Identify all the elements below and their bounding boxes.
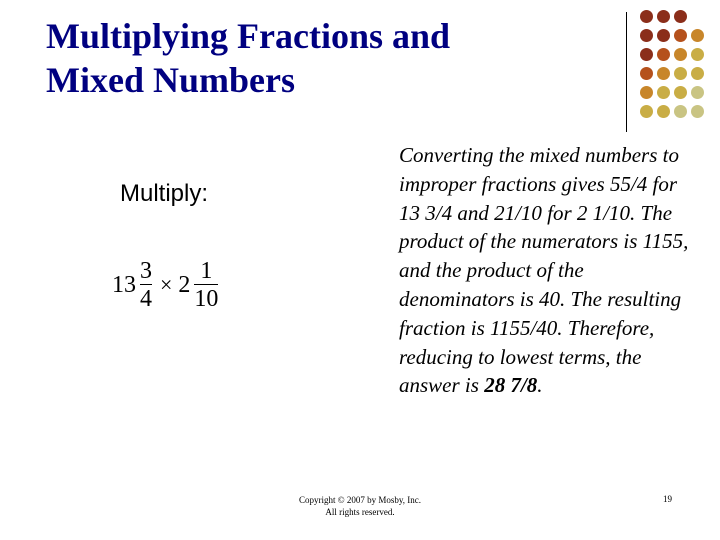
decorative-dot [640, 29, 653, 42]
decorative-dot [691, 29, 704, 42]
copyright-line2: All rights reserved. [325, 507, 395, 517]
first-whole: 13 [112, 271, 136, 298]
decorative-dot [674, 10, 687, 23]
mixed-number-expression [112, 250, 220, 320]
multiply-label: Multiply: [120, 180, 209, 207]
copyright-line1: Copyright © 2007 by Mosby, Inc. [298, 495, 421, 505]
decorative-dot [640, 48, 653, 61]
copyright-notice [280, 494, 440, 518]
page-number: 19 [663, 494, 672, 504]
decorative-dot [640, 105, 653, 118]
explanation-text [399, 141, 699, 400]
decorative-dot [691, 48, 704, 61]
decorative-dot [691, 86, 704, 99]
decorative-dot [657, 86, 670, 99]
decorative-dot [657, 105, 670, 118]
decorative-dot [640, 86, 653, 99]
first-denominator: 4 [140, 285, 152, 312]
second-denominator: 10 [194, 285, 219, 312]
decorative-dot [657, 48, 670, 61]
decorative-dot [674, 48, 687, 61]
second-whole: 2 [178, 271, 191, 298]
decorative-dot [657, 10, 670, 23]
decorative-dot [691, 105, 704, 118]
slide-title-line1: Multiplying Fractions and [46, 16, 451, 56]
decorative-dot [674, 29, 687, 42]
second-numerator: 1 [200, 257, 213, 284]
second-fraction [194, 258, 218, 313]
decorative-dot [691, 67, 704, 80]
decorative-dot [674, 67, 687, 80]
decorative-dot-grid [640, 10, 720, 135]
decorative-dot [674, 105, 687, 118]
decorative-dot [640, 10, 653, 23]
decorative-dot [657, 67, 670, 80]
divider-line [626, 12, 627, 132]
explanation-body: Converting the mixed numbers to improper fractions gives 55/4 for 13 3/4 and 21/10 for 2 1/10. The product of the numerators is 1155, and the product of the denominators is 40. The resulting fraction is 1155/40. Therefore, reducing to lowest terms, the answer is [399, 143, 689, 398]
answer-text: 28 7/8 [484, 373, 538, 398]
slide-title-line2: Mixed Numbers [46, 60, 295, 100]
multiply-operator: × [160, 272, 173, 297]
decorative-dot [657, 29, 670, 42]
decorative-dot [640, 67, 653, 80]
first-numerator: 3 [140, 257, 152, 284]
explanation-end: . [537, 373, 543, 398]
first-fraction [140, 258, 152, 313]
slide-title [46, 14, 586, 102]
decorative-dot [674, 86, 687, 99]
